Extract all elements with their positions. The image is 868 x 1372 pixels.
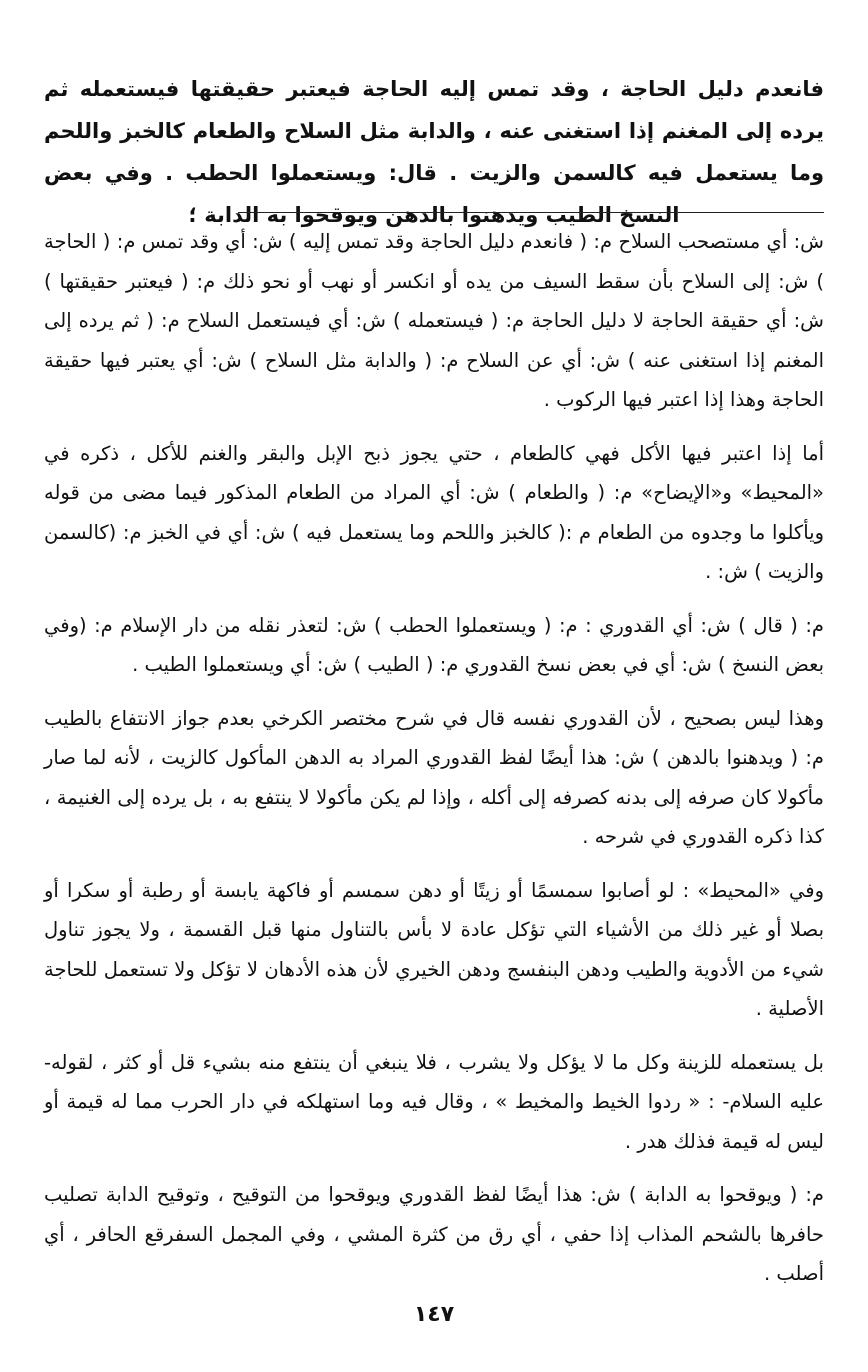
commentary xyxy=(44,222,824,1308)
commentary-paragraph: م: ( قال ) ش: أي القدوري : م: ( ويستعملوا الحطب ) ش: لتعذر نقله من دار الإسلام م: (وفي بعض النسخ ) ش: أي في بعض نسخ القدوري م: ( الطيب ) ش: أي ويستعملوا الطيب . xyxy=(44,613,824,676)
commentary-paragraph: ش: أي مستصحب السلاح م: ( فانعدم دليل الحاجة وقد تمس إليه ) ش: أي وقد تمس م: ( الحاجة ) ش: إلى السلاح بأن سقط السيف من يده أو انكسر أو نهب أو نحو ذلك م: ( فيعتبر حقيقتها ) ش: أي حقيقة الحاجة لا دليل الحاجة م: ( فيستعمله ) ش: أي فيستعمل السلاح م: ( ثم يرده إلى المغنم إذا استغنى عنه ) ش: أي عن السلاح م: ( والدابة مثل السلاح ) ش: أي يعتبر فيها حقيقة الحاجة وهذا إذا اعتبر فيها الركوب . xyxy=(44,230,824,411)
commentary-paragraph: وهذا ليس بصحيح ، لأن القدوري نفسه قال في شرح مختصر الكرخي بعدم جواز الانتفاع بالطيب م: ( ويدهنوا بالدهن ) ش: هذا أيضًا لفظ القدوري المراد به الدهن المأكول كالزيت ، لأنه لما صار مأكولا كان صرفه إلى بدنه كصرفه إلى أكله ، وإذا لم يكن مأكولا لا ينتفع به ، بل يرده إلى الغنيمة ، كذا ذكره القدوري في شرحه . xyxy=(44,706,824,848)
commentary-paragraph: وفي «المحيط» : لو أصابوا سمسمًا أو زيتًا أو دهن سمسم أو فاكهة يابسة أو رطبة أو سكرا أو بصلا أو غير ذلك من الأشياء التي تؤكل عادة لا بأس بالتناول منها قبل القسمة ، ولا يجوز تناول شيء من الأدوية والطيب ودهن البنفسج ودهن الخيري لأن هذه الأدهان لا تؤكل ولا تستعمل للحاجة الأصلية . xyxy=(44,878,824,1020)
commentary-paragraph: أما إذا اعتبر فيها الأكل فهي كالطعام ، حتي يجوز ذبح الإبل والبقر والغنم للأكل ، ذكره في «المحيط» و«الإيضاح» م: ( والطعام ) ش: أي المراد من الطعام المذكور فيما مضى من قوله ويأكلوا ما وجدوه من الطعام م :( كالخبز واللحم وما يستعمل فيه ) ش: أي في الخبز م: (كالسمن والزيت ) ش: . xyxy=(44,441,824,583)
page-number: ١٤٧ xyxy=(413,1302,455,1327)
main-text: فانعدم دليل الحاجة ، وقد تمس إليه الحاجة فيعتبر حقيقتها فيستعمله ثم يرده إلى المغنم إذا استغنى عنه ، والدابة مثل السلاح والطعام كالخبز واللحم وما يستعمل فيه كالسمن والزيت . قال: ويستعملوا الحطب . وفي بعض النسخ الطيب ويدهنوا بالدهن ويوقحوا به الدابة ؛ xyxy=(44,77,824,227)
separator-line xyxy=(238,212,824,213)
commentary-paragraph: بل يستعمله للزينة وكل ما لا يؤكل ولا يشرب ، فلا ينبغي أن ينتفع منه بشيء قل أو كثر ، لقوله- عليه السلام- : « ردوا الخيط والمخيط » ، وقال فيه وما استهلكه في دار الحرب مما له قيمة أو ليس له قيمة فذلك هدر . xyxy=(44,1050,824,1153)
commentary-paragraph: م: ( ويوقحوا به الدابة ) ش: هذا أيضًا لفظ القدوري ويوقحوا من التوقيح ، وتوقيح الدابة تصليب حافرها بالشحم المذاب إذا حفي ، أي رق من كثرة المشي ، وفي المجمل السفرقع الحافر ، أي أصلب . xyxy=(44,1183,824,1285)
